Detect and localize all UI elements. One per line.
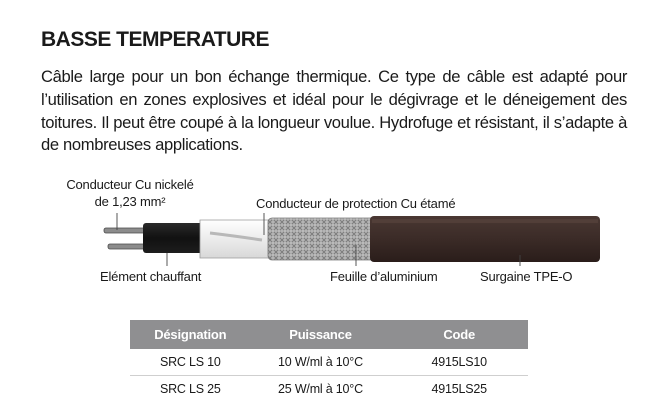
label-sheath: Surgaine TPE-O [480,269,573,284]
label-protection: Conducteur de protection Cu étamé [256,196,456,211]
table-row [130,349,528,376]
column-header-code: Code [390,320,528,349]
label-foil: Feuille d’aluminium [330,269,438,284]
cell-code: 4915LS25 [390,376,528,403]
heating-element [143,223,205,253]
protection-braid [268,218,380,260]
cell-designation: SRC LS 10 [130,349,251,376]
cell-code: 4915LS10 [390,349,528,376]
table-header-row [130,320,528,349]
column-header-designation: Désignation [130,320,251,349]
label-conductor-line2: de 1,23 mm² [94,194,166,209]
cell-power: 10 W/ml à 10°C [251,349,391,376]
cell-designation: SRC LS 25 [130,376,251,403]
page-title: BASSE TEMPERATURE [41,28,269,51]
label-conductor [56,176,204,210]
cell-power: 25 W/ml à 10°C [251,376,391,403]
copper-conductors [104,228,148,249]
label-heating-element: Elément chauffant [100,269,202,284]
label-conductor-line1: Conducteur Cu nickelé [66,177,194,192]
table-row [130,376,528,403]
column-header-power: Puissance [251,320,391,349]
product-description: Câble large pour un bon échange thermique. Ce type de câble est adapté pour l’utilisation en zones explosives et idéal pour le dégivrage et le déneigement des toitures. Il peut être coupé à la longueur voulue. Hydrofuge et résistant, il s’adapte à de nombreuses applications. [41,67,627,155]
spec-table [130,320,528,402]
